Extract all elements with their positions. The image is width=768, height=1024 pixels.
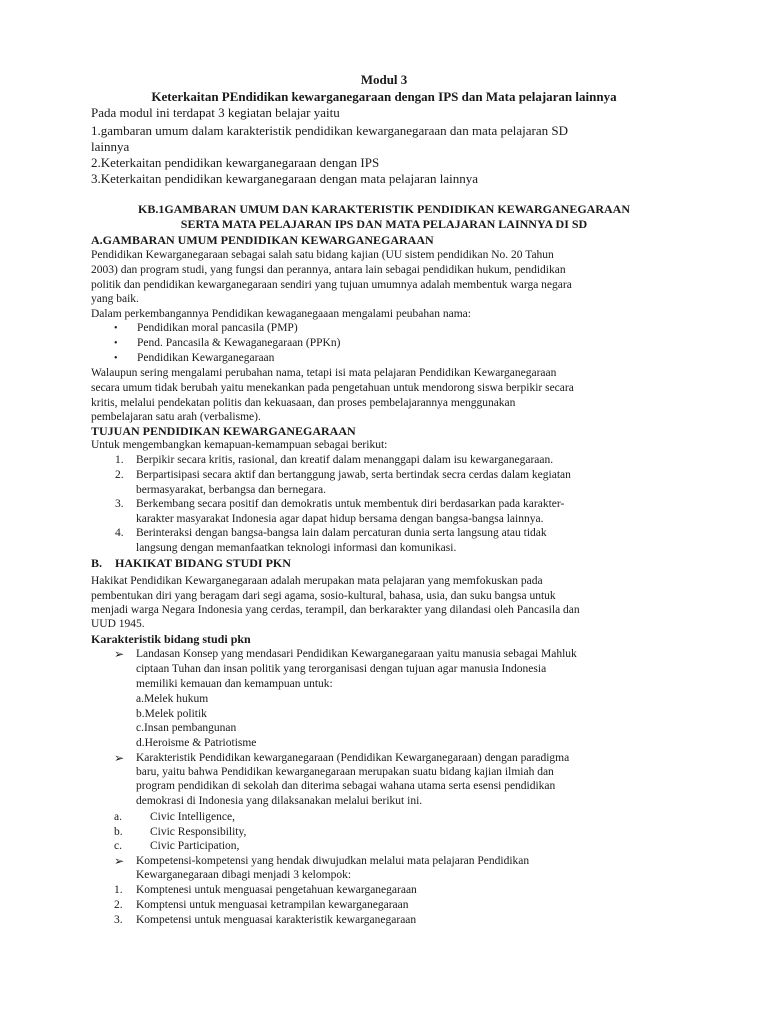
list-item-cont: baru, yaitu bahwa Pendidikan kewarganegaraan merupakan suatu bidang kajian ilmiah dan [136,766,554,778]
list-number: 1. [115,454,124,466]
list-item: Pendidikan Kewarganegaraan [137,352,275,364]
paragraph-line: yang baik. [91,293,139,305]
bullet-icon: • [114,353,118,364]
list-item: Pendidikan moral pancasila (PMP) [137,322,298,334]
section-b-heading: HAKIKAT BIDANG STUDI PKN [115,556,291,570]
bullet-icon: • [114,338,118,349]
sub-item: a.Melek hukum [136,693,209,705]
list-letter: c. [114,840,122,852]
tujuan-heading: TUJUAN PENDIDIKAN KEWARGANEGARAAN [91,424,356,438]
list-item: Kompetensi untuk menguasai karakteristik kewarganegaraan [136,914,417,926]
paragraph-line: 2003) dan program studi, yang fungsi dan perannya, antara lain sebagai pendidikan hukum, pendidikan [91,264,566,276]
intro-item-1-cont: lainnya [91,139,130,154]
list-item-cont: demokrasi di Indonesia yang dilaksanakan melalui berikut ini. [136,795,423,807]
arrow-bullet-icon: ➢ [114,854,125,868]
list-item: Berpartisipasi secara aktif dan bertanggung jawab, serta bertindak secra cerdas dalam kegiatan [136,469,571,481]
list-item-cont: program pendidikan di sekolah dan diterima sebagai wahana utama serta esensi pendidikan [136,780,556,792]
list-item: Komptenesi untuk menguasai pengetahuan kewarganegaraan [136,884,417,896]
list-item-cont: Kewarganegaraan dibagi menjadi 3 kelompok: [136,869,352,881]
list-letter: b. [114,826,123,838]
list-item: Civic Intelligence, [150,811,235,823]
list-number: 4. [115,527,124,539]
paragraph-line: Walaupun sering mengalami perubahan nama, tetapi isi mata pelajaran Pendidikan Kewarganegaraan [91,367,557,379]
list-item: Kompetensi-kompetensi yang hendak diwujudkan melalui mata pelajaran Pendidikan [136,855,530,867]
list-item: Berpikir secara kritis, rasional, dan kreatif dalam menanggapi dalam isu kewarganegaraan. [136,454,554,466]
paragraph-line: politik dan pendidikan kewarganegaraan sendiri yang tujuan umumnya adalah membentuk warga negara [91,279,572,291]
kb1-heading: KB.1GAMBARAN UMUM DAN KARAKTERISTIK PENDIDIKAN KEWARGANEGARAAN [137,202,631,216]
list-item: Civic Responsibility, [150,826,247,838]
list-item-cont: langsung dengan memanfaatkan teknologi informasi dan komunikasi. [136,542,457,554]
list-item: Karakteristik Pendidikan kewarganegaraan (Pendidikan Kewarganegaraan) dengan paradigma [136,752,570,764]
list-item: Berkembang secara positif dan demokratis untuk membentuk diri berdasarkan pada karakter- [136,498,565,510]
paragraph-line: Dalam perkembangannya Pendidikan kewaganegaaan mengalami peubahan nama: [91,308,471,320]
list-item: Komptensi untuk menguasai ketrampilan kewarganegaraan [136,899,409,911]
list-item-cont: karakter masyarakat Indonesia agar dapat hidup bersama dengan bangsa-bangsa lainnya. [136,513,544,525]
karakteristik-heading: Karakteristik bidang studi pkn [91,632,251,646]
arrow-bullet-icon: ➢ [114,647,125,661]
intro-line: Pada modul ini terdapat 3 kegiatan belajar yaitu [91,105,340,120]
list-number: 2. [114,899,123,911]
module-subtitle: Keterkaitan PEndidikan kewarganegaraan dengan IPS dan Mata pelajaran lainnya [151,89,617,104]
list-number: 1. [114,884,123,896]
list-number: 2. [115,469,124,481]
kb1-heading-cont: SERTA MATA PELAJARAN IPS DAN MATA PELAJARAN LAINNYA DI SD [180,217,588,231]
sub-item: d.Heroisme & Patriotisme [136,737,257,749]
list-item-cont: memiliki kemauan dan kemampuan untuk: [136,678,333,690]
list-item: Civic Participation, [150,840,240,852]
paragraph-line: secara umum tidak berubah yaitu menekankan pada pengetahuan untuk mendorong siswa berpikir secara [91,382,574,394]
paragraph-line: Hakikat Pendidikan Kewarganegaraan adalah merupakan mata pelajaran yang memfokuskan pada [91,575,543,587]
list-letter: a. [114,811,122,823]
list-item: Pend. Pancasila & Kewaganegaraan (PPKn) [137,337,341,349]
paragraph-line: menjadi warga Negara Indonesia yang cerdas, terampil, dan berkarakter yang dilandasi oleh Pancasila dan [91,604,580,616]
intro-item-1: 1.gambaran umum dalam karakteristik pendidikan kewarganegaraan dan mata pelajaran SD [91,123,568,138]
paragraph-line: kritis, melalui pendekatan politis dan kekuasaan, dan proses pembelajarannya menggunakan [91,397,516,409]
list-item: Landasan Konsep yang mendasari Pendidikan Kewarganegaraan yaitu manusia sebagai Mahluk [136,648,577,660]
tujuan-intro: Untuk mengembangkan kemapuan-kemampuan sebagai berikut: [91,439,388,451]
section-b-letter: B. [91,556,103,570]
intro-item-3: 3.Keterkaitan pendidikan kewarganegaraan dengan mata pelajaran lainnya [91,171,479,186]
paragraph-line: Pendidikan Kewarganegaraan sebagai salah satu bidang kajian (UU sistem pendidikan No. 20 Tahun [91,249,554,261]
paragraph-line: UUD 1945. [91,618,145,630]
module-title: Modul 3 [360,72,408,87]
bullet-icon: • [114,323,118,334]
paragraph-line: pembentukan diri yang beragam dari segi agama, sosio-kultural, bahasa, usia, dan suku bangsa untuk [91,590,556,602]
sub-item: c.Insan pembangunan [136,722,237,734]
list-item-cont: bermasyarakat, berbangsa dan bernegara. [136,484,326,496]
intro-item-2: 2.Keterkaitan pendidikan kewarganegaraan dengan IPS [91,155,380,170]
list-number: 3. [114,914,123,926]
arrow-bullet-icon: ➢ [114,751,125,765]
section-a-heading: A.GAMBARAN UMUM PENDIDIKAN KEWARGANEGARAAN [91,233,434,247]
list-item-cont: ciptaan Tuhan dan insan politik yang terorganisasi dengan tujuan agar manusia Indonesia [136,663,547,675]
paragraph-line: pembelajaran satu arah (verbalisme). [91,411,261,423]
list-item: Berinteraksi dengan bangsa-bangsa lain dalam percaturan dunia serta langsung atau tidak [136,527,547,539]
sub-item: b.Melek politik [136,708,207,720]
list-number: 3. [115,498,124,510]
